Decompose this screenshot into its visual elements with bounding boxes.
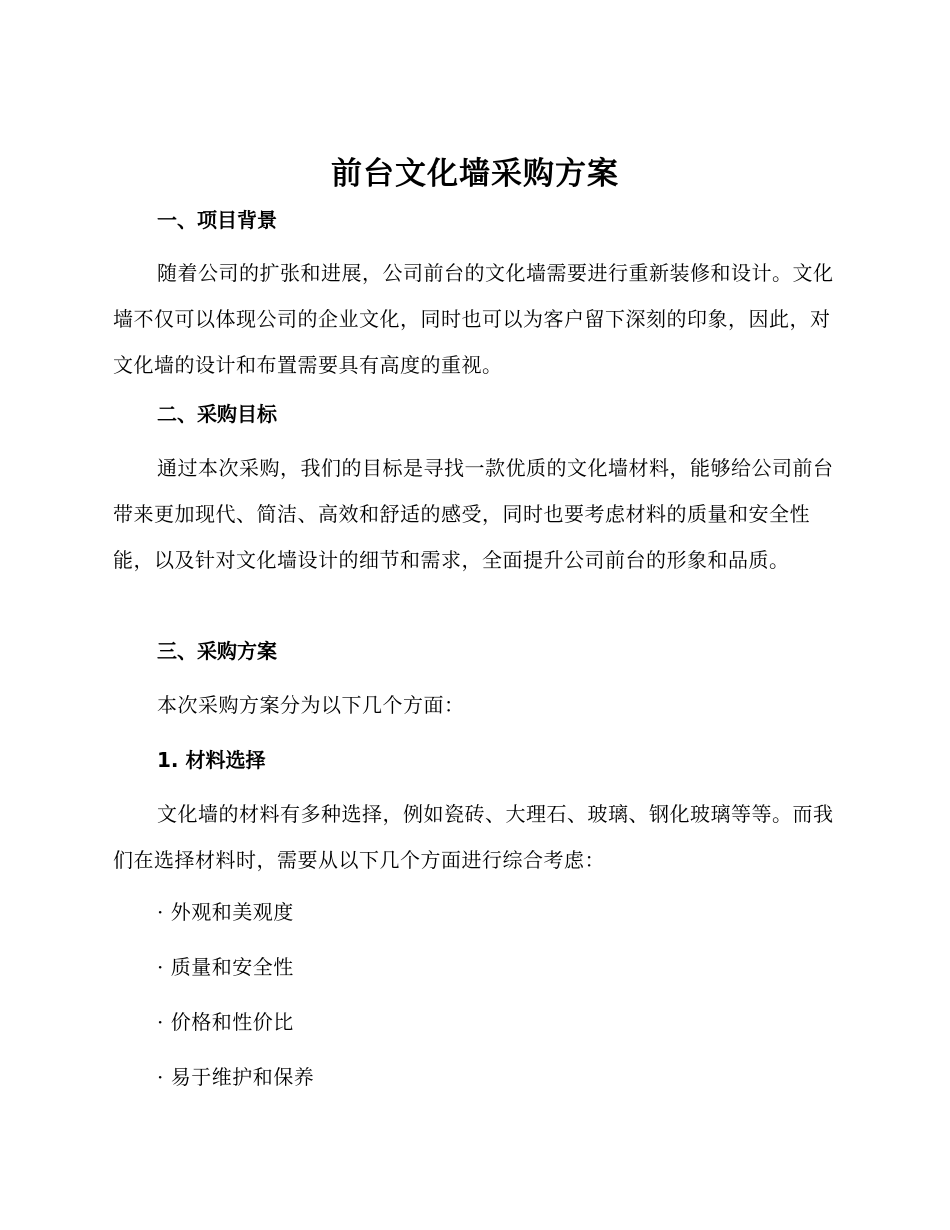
subsection-paragraph-materials: 文化墙的材料有多种选择，例如瓷砖、大理石、玻璃、钢化玻璃等等。而我们在选择材料时，需要从以下几个方面进行综合考虑： [113,802,834,872]
document-title: 前台文化墙采购方案 [331,156,619,192]
subsection-heading-materials: 1. 材料选择 [157,748,266,772]
bullet-item-price: · 价格和性价比 [157,1010,294,1034]
section-heading-goal: 二、采购目标 [157,402,277,426]
section-paragraph-goal: 通过本次采购，我们的目标是寻找一款优质的文化墙材料，能够给公司前台带来更加现代、简洁、高效和舒适的感受，同时也要考虑材料的质量和安全性能，以及针对文化墙设计的细节和需求，全面提升公司前台的形象和品质。 [113,456,834,572]
section-paragraph-background: 随着公司的扩张和进展，公司前台的文化墙需要进行重新装修和设计。文化墙不仅可以体现公司的企业文化，同时也可以为客户留下深刻的印象，因此，对文化墙的设计和布置需要具有高度的重视。 [113,261,834,377]
bullet-item-quality: · 质量和安全性 [157,955,294,979]
bullet-item-appearance: · 外观和美观度 [157,900,294,924]
section-heading-plan: 三、采购方案 [157,639,277,663]
section-paragraph-plan: 本次采购方案分为以下几个方面： [157,693,465,717]
section-heading-background: 一、项目背景 [157,208,277,232]
bullet-item-maintenance: · 易于维护和保养 [157,1065,315,1089]
